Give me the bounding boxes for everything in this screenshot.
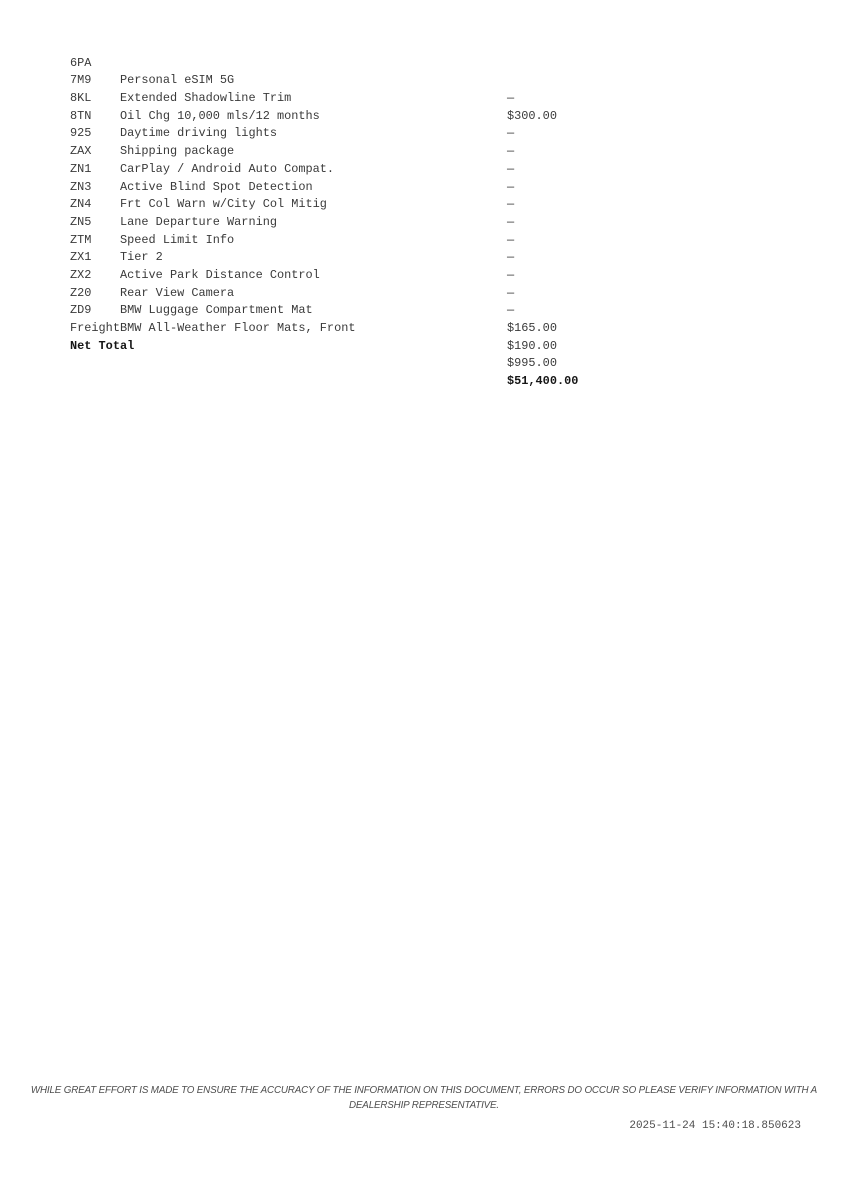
- option-code: ZN3: [70, 179, 92, 194]
- option-price: $165.00: [507, 321, 557, 336]
- option-price: $190.00: [507, 338, 557, 353]
- option-price: —: [507, 144, 515, 159]
- option-description: Extended Shadowline Trim: [120, 91, 292, 106]
- option-description: BMW Luggage Compartment Mat: [120, 303, 313, 318]
- disclaimer-line-1: WHILE GREAT EFFORT IS MADE TO ENSURE THE ACCURACY OF THE INFORMATION ON THIS DOCUMENT, ERRORS DO OCCUR SO PLEASE VERIFY INFORMATION WITH A: [30, 1085, 818, 1096]
- option-code: 925: [70, 126, 92, 141]
- option-description: Daytime driving lights: [120, 126, 277, 141]
- generation-timestamp: 2025-11-24 15:40:18.850623: [629, 1120, 801, 1132]
- option-description: Lane Departure Warning: [120, 214, 277, 229]
- option-description: Active Blind Spot Detection: [120, 179, 313, 194]
- option-price: —: [507, 126, 515, 141]
- option-price: —: [507, 267, 515, 282]
- option-code: ZX1: [70, 250, 92, 265]
- option-code: ZTM: [70, 232, 92, 247]
- option-price: —: [507, 91, 515, 106]
- option-description: Frt Col Warn w/City Col Mitig: [120, 197, 327, 212]
- disclaimer-text: [0, 1084, 848, 1113]
- option-price: —: [507, 179, 515, 194]
- option-code: ZAX: [70, 144, 92, 159]
- option-code: Z20: [70, 285, 92, 300]
- option-code: ZN5: [70, 214, 92, 229]
- option-price: $300.00: [507, 108, 557, 123]
- option-price: —: [507, 214, 515, 229]
- disclaimer-line-2: DEALERSHIP REPRESENTATIVE.: [349, 1099, 499, 1111]
- option-description: Rear View Camera: [120, 285, 235, 300]
- option-price: —: [507, 285, 515, 300]
- option-code: Freight: [70, 321, 120, 336]
- option-description: Active Park Distance Control: [120, 267, 320, 282]
- option-code: ZD9: [70, 303, 92, 318]
- option-description: Personal eSIM 5G: [120, 73, 235, 88]
- option-code: Net Total: [70, 338, 135, 353]
- option-price: —: [507, 250, 515, 265]
- option-price: —: [507, 197, 515, 212]
- option-price: —: [507, 232, 515, 247]
- option-code: ZN4: [70, 197, 92, 212]
- option-price: $51,400.00: [507, 374, 579, 389]
- option-description: BMW All-Weather Floor Mats, Front: [120, 321, 356, 336]
- option-description: Tier 2: [120, 250, 163, 265]
- option-description: Shipping package: [120, 144, 235, 159]
- option-code: 8KL: [70, 91, 92, 106]
- option-code: ZN1: [70, 161, 92, 176]
- option-code: 8TN: [70, 108, 92, 123]
- option-price: —: [507, 161, 515, 176]
- option-code: 6PA: [70, 55, 92, 70]
- option-price: $995.00: [507, 356, 557, 371]
- options-list: [0, 37, 848, 389]
- option-price: —: [507, 303, 515, 318]
- option-code: 7M9: [70, 73, 92, 88]
- option-description: CarPlay / Android Auto Compat.: [120, 161, 335, 176]
- option-description: Oil Chg 10,000 mls/12 months: [120, 108, 320, 123]
- option-description: Speed Limit Info: [120, 232, 235, 247]
- option-code: ZX2: [70, 267, 92, 282]
